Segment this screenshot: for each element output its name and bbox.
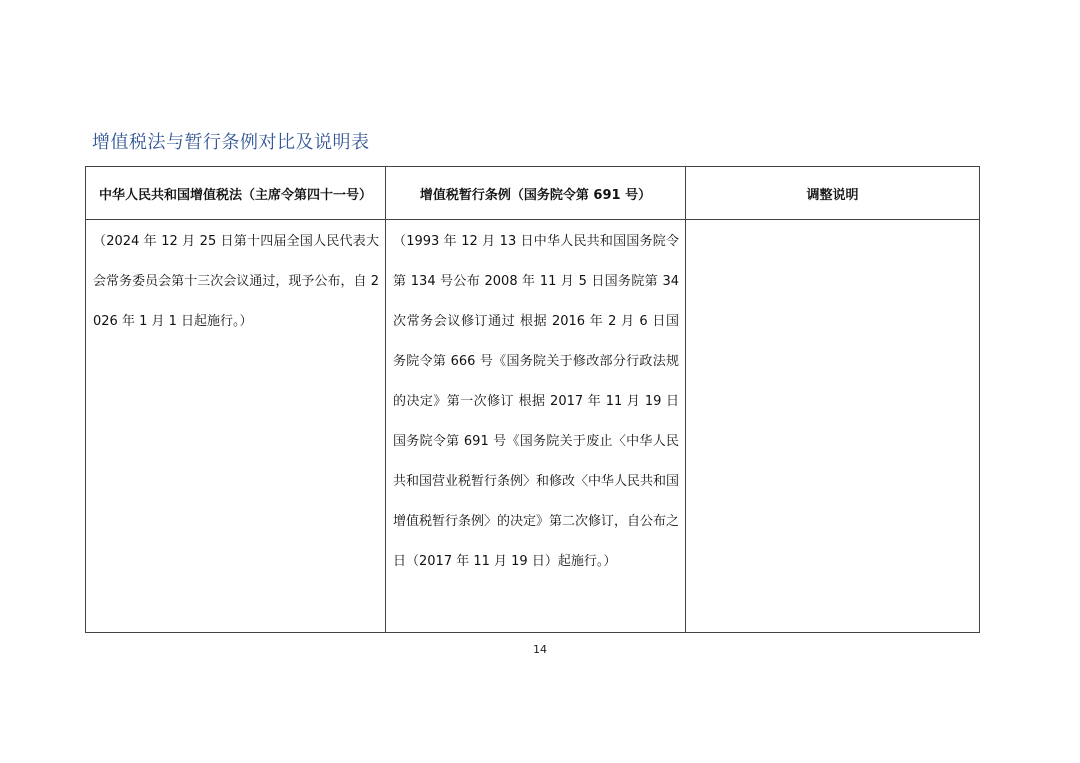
header-adjustment-notes: 调整说明: [686, 167, 980, 220]
header-interim-regulation: 增值税暂行条例（国务院令第 691 号）: [386, 167, 686, 220]
table-header: [86, 167, 980, 220]
table-row: [86, 220, 980, 633]
document-title: 增值税法与暂行条例对比及说明表: [92, 132, 370, 153]
table-body: [86, 220, 980, 633]
cell-vat-law-preamble: （2024 年 12 月 25 日第十四届全国人民代表大会常务委员会第十三次会议通过，现予公布，自 2026 年 1 月 1 日起施行。）: [86, 220, 386, 633]
header-vat-law: 中华人民共和国增值税法（主席令第四十一号）: [86, 167, 386, 220]
cell-regulation-preamble: （1993 年 12 月 13 日中华人民共和国国务院令第 134 号公布 2008 年 11 月 5 日国务院第 34 次常务会议修订通过 根据 2016 年 2 月 6 日国务院令第 666 号《国务院关于修改部分行政法规的决定》第一次修订 根据 2017 年 11 月 19 日国务院令第 691 号《国务院关于废止〈中华人民共和国营业税暂行条例〉和修改〈中华人民共和国增值税暂行条例〉的决定》第二次修订，自公布之日（2017 年 11 月 19 日）起施行。）: [386, 220, 686, 633]
page-number: 14: [533, 643, 547, 656]
comparison-table: [85, 166, 980, 633]
cell-adjustment-notes: [686, 220, 980, 633]
table-header-row: [86, 167, 980, 220]
